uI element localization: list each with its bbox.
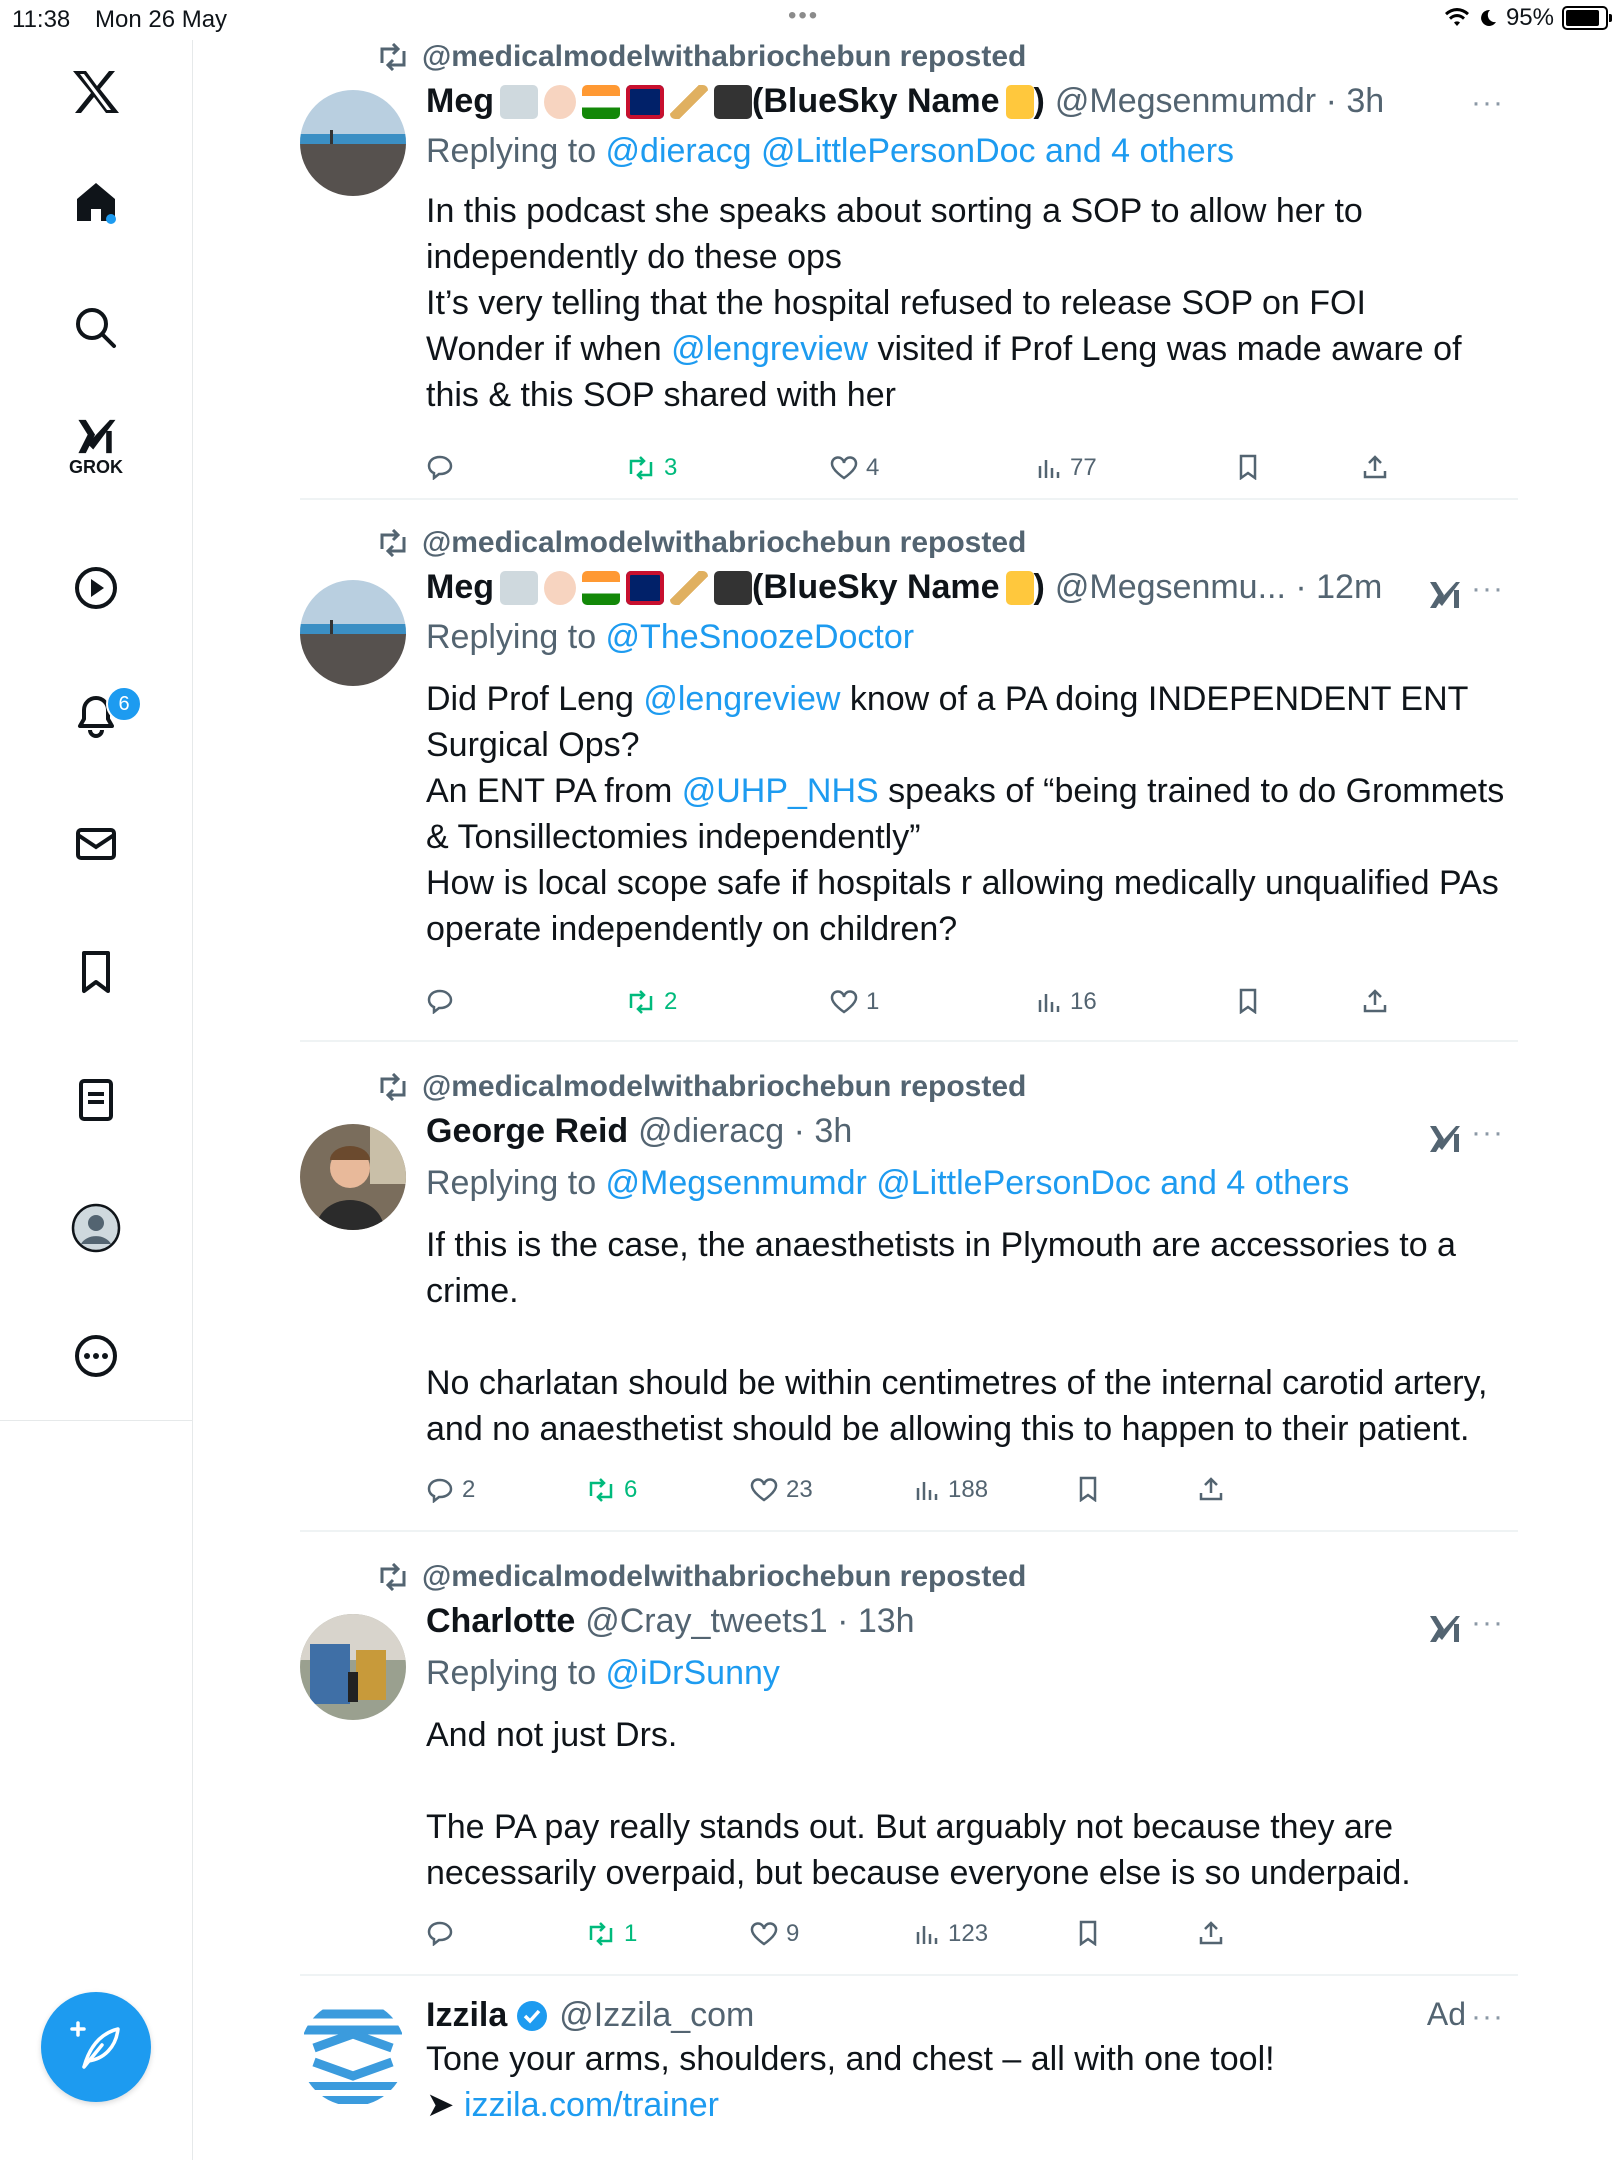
share-button[interactable] (1198, 1476, 1224, 1502)
reply-icon (426, 1477, 454, 1503)
heart-icon (750, 1478, 778, 1502)
tweet-line: Surgical Ops? (426, 726, 640, 764)
share-icon (1362, 454, 1388, 480)
tweet-header (426, 1602, 915, 1641)
wifi-icon (1444, 8, 1470, 28)
ad-link[interactable]: izzila.com/trainer (463, 2086, 720, 2124)
woman-doctor-emoji-icon (544, 85, 576, 119)
handle-and-time[interactable]: @dieracg · 3h (638, 1112, 853, 1150)
promoted-tweet[interactable] (300, 1996, 1518, 2160)
views-count: 188 (948, 1476, 989, 1503)
tweet-line: In this podcast she speaks about sorting a SOP to allow her to (426, 192, 1363, 230)
repost-count: 3 (664, 454, 678, 481)
display-name[interactable]: Charlotte (426, 1602, 576, 1640)
repost-icon (626, 990, 656, 1014)
more-options-icon[interactable]: ··· (1471, 572, 1504, 605)
handle-and-time[interactable]: @Megsenmumdr · 3h (1054, 82, 1385, 120)
tweet[interactable] (300, 1070, 1518, 1532)
sidebar (0, 40, 193, 2160)
views-button[interactable] (914, 1920, 988, 1948)
tweet-text-segment: know of a PA doing INDEPENDENT ENT (840, 680, 1469, 718)
bluesky-name-close: ) (1033, 568, 1045, 606)
tweet-line: How is local scope safe if hospitals r allowing medically unqualified PAs (426, 864, 1499, 902)
tweet[interactable] (300, 1560, 1518, 1978)
avatar[interactable] (300, 580, 406, 686)
verified-badge-icon (515, 1999, 549, 2033)
moon-icon (1478, 8, 1498, 28)
bluesky-name: (BlueSky Name (752, 568, 1000, 606)
views-button[interactable] (914, 1476, 988, 1504)
repost-label: @medicalmodelwithabriochebun reposted (422, 1560, 1027, 1593)
repost-indicator (376, 1070, 1026, 1104)
avatar[interactable] (300, 1614, 406, 1720)
repost-button[interactable] (626, 988, 677, 1016)
grok-explain-icon[interactable] (1428, 1122, 1462, 1156)
replying-to (426, 1654, 780, 1693)
bookmark-button[interactable] (1076, 1476, 1100, 1502)
tweet-line (426, 676, 1516, 722)
arrow-glyph: ➤ (426, 2086, 464, 2124)
ad-text-line: Tone your arms, shoulders, and chest – all with one tool! (426, 2040, 1275, 2078)
search-icon[interactable] (66, 298, 126, 358)
like-button[interactable] (830, 454, 879, 482)
tweet[interactable] (300, 36, 1518, 500)
share-button[interactable] (1198, 1920, 1224, 1946)
like-button[interactable] (750, 1920, 799, 1948)
tweet-line: necessarily overpaid, but because everyone else is so underpaid. (426, 1854, 1411, 1892)
grok-icon[interactable] (66, 418, 126, 478)
repost-button[interactable] (626, 454, 677, 482)
pointing-down-emoji-icon (1006, 85, 1034, 119)
grok-explain-icon[interactable] (1428, 578, 1462, 612)
handle-and-time[interactable]: @Megsenmu... · 12m (1054, 568, 1383, 606)
reply-icon (426, 454, 454, 480)
tweet-line: and no anaesthetist should be allowing this to happen to their patient. (426, 1410, 1470, 1448)
bookmark-button[interactable] (1076, 1920, 1100, 1946)
reply-button[interactable] (426, 988, 462, 1014)
reply-icon (426, 1920, 454, 1946)
pointing-down-emoji-icon (1006, 571, 1034, 605)
views-count: 16 (1070, 988, 1097, 1015)
heart-icon (750, 1922, 778, 1946)
uk-flag-icon (626, 571, 664, 605)
replying-to-link[interactable]: @Megsenmumdr @LittlePersonDoc and 4 others (605, 1164, 1350, 1202)
grok-label: GROK (69, 457, 123, 477)
like-button[interactable] (750, 1476, 813, 1504)
blank-line (426, 1314, 1516, 1360)
like-count: 23 (786, 1476, 813, 1503)
like-count: 4 (866, 454, 880, 481)
views-button[interactable] (1036, 988, 1097, 1016)
bookmark-button[interactable] (1236, 988, 1260, 1014)
status-bar (0, 0, 1620, 40)
tweet-line: It’s very telling that the hospital refused to release SOP on FOI (426, 284, 1366, 322)
tweet-header (426, 568, 1382, 607)
reply-count: 2 (462, 1476, 476, 1503)
share-button[interactable] (1362, 988, 1388, 1014)
more-options-icon[interactable]: ··· (1471, 1116, 1504, 1149)
tweet-text (426, 188, 1516, 418)
grok-explain-icon[interactable] (1428, 1612, 1462, 1646)
reply-button[interactable] (426, 1920, 462, 1946)
share-icon (1198, 1920, 1224, 1946)
woman-doctor-emoji-icon (544, 571, 576, 605)
lists-icon[interactable] (66, 1070, 126, 1130)
bookmarks-icon[interactable] (66, 942, 126, 1002)
tweet-separator (300, 1040, 1518, 1042)
replying-to (426, 1164, 1349, 1203)
family-emoji-icon (500, 571, 538, 605)
repost-count: 1 (624, 1920, 638, 1947)
tweet-line: If this is the case, the anaesthetists in Plymouth are accessories to a (426, 1226, 1456, 1264)
tweet-separator (300, 498, 1518, 500)
replying-to-link[interactable]: @TheSnoozeDoctor (605, 618, 915, 656)
tweet-line: crime. (426, 1272, 519, 1310)
mention-link[interactable]: @UHP_NHS (681, 772, 879, 810)
replying-to-prefix: Replying to (426, 1164, 606, 1202)
repost-label: @medicalmodelwithabriochebun reposted (422, 526, 1027, 559)
display-name[interactable]: Izzila (426, 1996, 508, 2034)
tweet-line: independently do these ops (426, 238, 842, 276)
repost-icon (376, 529, 410, 557)
camera-emoji-icon (714, 85, 752, 119)
tweet-separator (300, 1530, 1518, 1532)
avatar[interactable] (300, 90, 406, 196)
tweet-header (426, 82, 1384, 121)
family-emoji-icon (500, 85, 538, 119)
repost-icon (376, 43, 410, 71)
sidebar-divider (0, 1420, 192, 1421)
messages-icon[interactable] (66, 814, 126, 874)
mention-link[interactable]: @lengreview (671, 330, 869, 368)
home-icon[interactable] (66, 172, 126, 232)
views-icon (914, 1478, 940, 1502)
tweet-text-segment: speaks of “being trained to do Grommets (878, 772, 1505, 810)
handle-and-time[interactable]: @Cray_tweets1 · 13h (585, 1602, 915, 1640)
repost-icon (376, 1563, 410, 1591)
status-right (1444, 4, 1608, 32)
tweet-text-segment: Did Prof Leng (426, 680, 644, 718)
heart-icon (830, 990, 858, 1014)
tweet-header (426, 1996, 754, 2035)
repost-icon (626, 456, 656, 480)
views-count: 77 (1070, 454, 1097, 481)
camera-emoji-icon (714, 571, 752, 605)
tweet-text (426, 1222, 1516, 1452)
repost-count: 2 (664, 988, 678, 1015)
tweet-line: & Tonsillectomies independently” (426, 818, 921, 856)
tweet-line: The PA pay really stands out. But arguably not because they are (426, 1808, 1394, 1846)
video-icon[interactable] (66, 558, 126, 618)
more-options-icon[interactable]: ··· (1471, 1606, 1504, 1639)
repost-indicator (376, 40, 1026, 74)
feather-plus-icon (68, 2019, 124, 2075)
replying-to-prefix: Replying to (426, 618, 606, 656)
repost-icon (376, 1073, 410, 1101)
views-count: 123 (948, 1920, 989, 1947)
more-options-icon[interactable]: ··· (1471, 2000, 1504, 2033)
compose-post-button[interactable] (41, 1992, 151, 2102)
like-button[interactable] (830, 988, 879, 1016)
status-time: 11:38 (12, 6, 71, 33)
tweet-line: No charlatan should be within centimetres of the internal carotid artery, (426, 1364, 1488, 1402)
reply-button[interactable] (426, 1476, 475, 1504)
india-flag-icon (582, 571, 620, 605)
tweet-text (426, 676, 1516, 952)
display-name[interactable]: Meg (426, 82, 494, 120)
avatar[interactable] (300, 1124, 406, 1230)
repost-indicator (376, 526, 1026, 560)
status-date: Mon 26 May (95, 6, 228, 33)
tweet-line: operate independently on children? (426, 910, 958, 948)
heart-icon (830, 456, 858, 480)
cricket-emoji-icon (670, 571, 708, 605)
home-notification-dot (106, 214, 116, 224)
repost-label: @medicalmodelwithabriochebun reposted (422, 1070, 1027, 1103)
tweet-text-segment: An ENT PA from (426, 772, 682, 810)
repost-label: @medicalmodelwithabriochebun reposted (422, 40, 1027, 73)
advertiser-avatar[interactable] (300, 2000, 406, 2106)
tweet-line: And not just Drs. (426, 1716, 678, 1754)
battery-percent: 95% (1505, 4, 1554, 31)
bluesky-name-close: ) (1033, 82, 1045, 120)
share-icon (1198, 1476, 1224, 1502)
repost-indicator (376, 1560, 1026, 1594)
handle[interactable]: @Izzila_com (559, 1996, 755, 2034)
multitask-handle[interactable]: ••• (788, 2, 820, 29)
views-button[interactable] (1036, 454, 1097, 482)
tweet-text-segment: visited if Prof Leng was made aware of (868, 330, 1462, 368)
tweet-text-segment: Wonder if when (426, 330, 672, 368)
tweet-text (426, 1712, 1516, 1896)
tweet-line (426, 768, 1516, 814)
india-flag-icon (582, 85, 620, 119)
display-name[interactable]: George Reid (426, 1112, 629, 1150)
replying-to-prefix: Replying to (426, 132, 606, 170)
share-button[interactable] (1362, 454, 1388, 480)
bookmark-icon (1236, 454, 1260, 480)
tweet-header (426, 1112, 852, 1151)
profile-icon[interactable] (66, 1198, 126, 1258)
battery-icon (1562, 6, 1608, 30)
ad-link-line (426, 2082, 1516, 2128)
ad-label: Ad (1426, 1996, 1466, 2032)
bluesky-name: (BlueSky Name (752, 82, 1000, 120)
blank-line (426, 1758, 1516, 1804)
ad-text (426, 2036, 1516, 2128)
replying-to-prefix: Replying to (426, 1654, 606, 1692)
tweet-line: this & this SOP shared with her (426, 376, 896, 414)
replying-to-link[interactable]: @dieracg @LittlePersonDoc and 4 others (605, 132, 1235, 170)
repost-count: 6 (624, 1476, 638, 1503)
mention-link[interactable]: @lengreview (643, 680, 841, 718)
like-count: 1 (866, 988, 880, 1015)
like-count: 9 (786, 1920, 800, 1947)
bookmark-icon (1236, 988, 1260, 1014)
views-icon (1036, 456, 1062, 480)
reply-icon (426, 988, 454, 1014)
tweet[interactable] (300, 526, 1518, 1044)
replying-to-link[interactable]: @iDrSunny (605, 1654, 780, 1692)
repost-icon (586, 1922, 616, 1946)
views-icon (1036, 990, 1062, 1014)
notifications-badge: 6 (106, 686, 142, 722)
tweet-line (426, 326, 1516, 372)
share-icon (1362, 988, 1388, 1014)
display-name[interactable]: Meg (426, 568, 494, 606)
repost-icon (586, 1478, 616, 1502)
more-icon[interactable] (66, 1326, 126, 1386)
replying-to (426, 132, 1234, 171)
x-logo-icon[interactable] (66, 62, 126, 122)
repost-button[interactable] (586, 1920, 637, 1948)
uk-flag-icon (626, 85, 664, 119)
bookmark-icon (1076, 1476, 1100, 1502)
bookmark-button[interactable] (1236, 454, 1260, 480)
bookmark-icon (1076, 1920, 1100, 1946)
reply-button[interactable] (426, 454, 462, 480)
cricket-emoji-icon (670, 85, 708, 119)
replying-to (426, 618, 914, 657)
more-options-icon[interactable]: ··· (1471, 86, 1504, 119)
repost-button[interactable] (586, 1476, 637, 1504)
views-icon (914, 1922, 940, 1946)
tweet-separator (300, 1974, 1518, 1976)
